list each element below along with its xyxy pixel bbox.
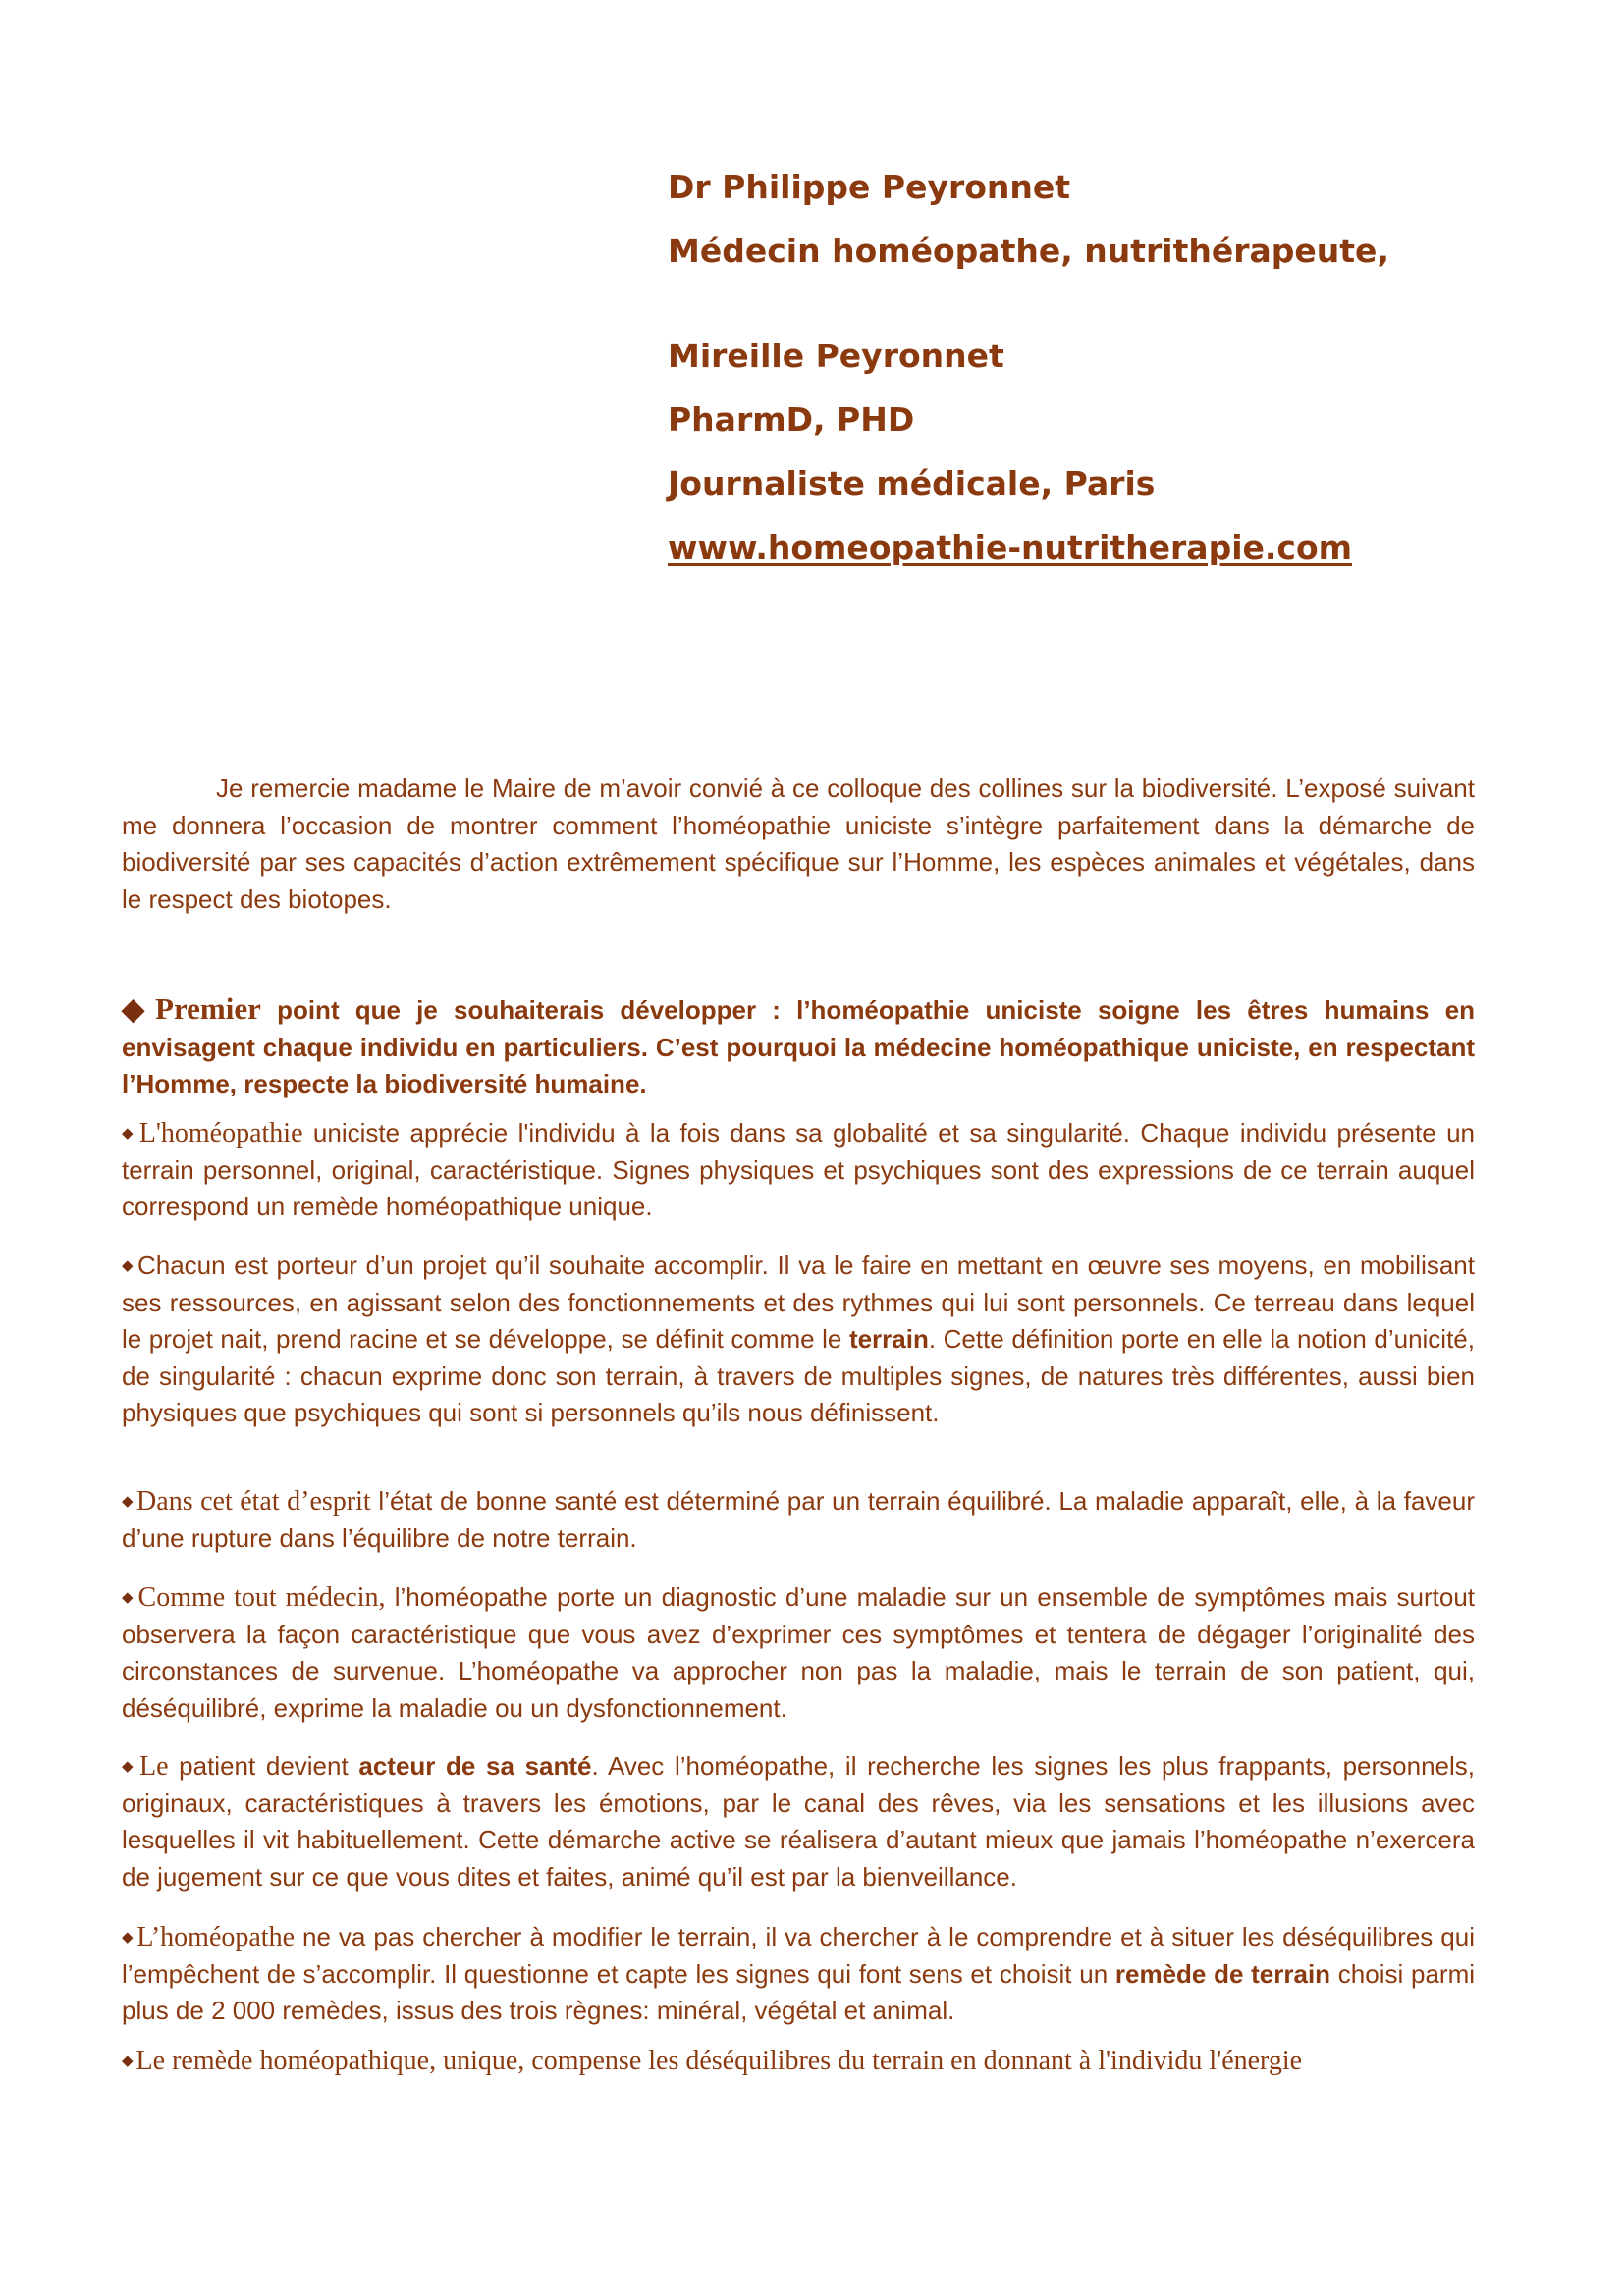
diamond-bullet-icon: ◆ (122, 1929, 135, 1946)
author-role-1: Médecin homéopathe, nutrithérapeute, (668, 232, 1389, 270)
author-name-1: Dr Philippe Peyronnet (668, 168, 1071, 206)
paragraph-1 (122, 1115, 1475, 1226)
section-heading-text: point que je souhaiterais développer : l’homéopathie uniciste soigne les êtres humains en envisagent chaque individu en particuliers. C’est pourquoi la médecine homéopathique uniciste, en respectant l’Homme, respecte la biodiversité humaine. (122, 995, 1475, 1098)
paragraph-lead: L'homéopathie (138, 1118, 303, 1148)
paragraph-text: . Avec l’homéopathe, il recherche les signes les plus frappants, personnels, originaux, caractéristiques à travers les émotions, par le canal des rêves, via les sensations et les illusions avec lesquelles il vit habituellement. Cette démarche active se réalisera d’autant mieux que jamais l’homéopathe n’exercera de jugement sur ce que vous dites et faites, animé qu’il est par la bienveillance. (122, 1751, 1476, 1892)
paragraph-4 (122, 1579, 1475, 1727)
website-link[interactable]: www.homeopathie-nutritherapie.com (668, 528, 1353, 566)
diamond-bullet-icon: ◆ (122, 993, 154, 1026)
paragraph-bold: remède de terrain (1114, 1958, 1331, 1989)
section-heading (122, 990, 1475, 1103)
paragraph-lead: Dans cet état d’esprit (136, 1486, 371, 1517)
paragraph-lead: Chacun (136, 1251, 226, 1280)
diamond-bullet-icon: ◆ (122, 1589, 135, 1606)
paragraph-text: l’état de bonne santé est déterminé par un terrain équilibré. La maladie apparaît, elle, à la faveur d’une rupture dans l’équilibre de notre terrain. (122, 1486, 1476, 1553)
diamond-bullet-icon: ◆ (122, 1493, 135, 1510)
paragraph-text: . Cette définition porte en elle la notion d’unicité, de singularité : chacun exprime donc son terrain, à travers de multiples signes, de natures très différentes, aussi bien physiques que psychiques qui sont si personnels qu’ils nous définissent. (122, 1324, 1475, 1427)
paragraph-bold: terrain (848, 1324, 929, 1354)
paragraph-lead: L’homéopathe (136, 1922, 296, 1952)
paragraph-text: ne va pas chercher à modifier le terrain, il va chercher à le comprendre et à situer les déséquilibres qui l’empêchent de s’accomplir. Il questionne et capte les signes qui font sens et choisit un (122, 1922, 1475, 1989)
paragraph-text: uniciste apprécie l'individu à la fois dans sa globalité et sa singularité. Chaque individu présente un terrain personnel, original, caractéristique. Signes physiques et psychiques sont des expressions de ce terrain auquel correspond un remède homéopathique unique. (122, 1118, 1475, 1221)
paragraph-text: patient devient (168, 1751, 359, 1781)
intro-paragraph: Je remercie madame le Maire de m’avoir convié à ce colloque des collines sur la biodiversité. L’exposé suivant me donnera l’occasion de montrer comment l’homéopathie uniciste s’intègre parfaitement dans la démarche de biodiversité par ses capacités d’action extrêmement spécifique sur l’Homme, les espèces animales et végétales, dans le respect des biotopes. (122, 774, 1475, 914)
paragraph-lead: Le remède homéopathique, unique, compense les déséquilibres du terrain en donnant à l'individu l'énergie (135, 2046, 1303, 2076)
paragraph-7 (122, 2043, 1475, 2080)
paragraph-bold: acteur de sa santé (358, 1751, 592, 1781)
paragraph-lead: Le (138, 1751, 169, 1782)
paragraph-6 (122, 1919, 1475, 2030)
paragraph-text: choisi parmi plus de 2 000 remèdes, issus des trois règnes: minéral, végétal et animal. (122, 1958, 1475, 2025)
paragraph-text: est porteur d’un projet qu’il souhaite accomplir. Il va le faire en mettant en œuvre ses moyens, en mobilisant ses ressources, en agissant selon des fonctionnements et des rythmes qui lui sont personnels. Ce terreau dans lequel le projet nait, prend racine et se développe, se définit comme le (122, 1251, 1475, 1354)
author-name-2: Mireille Peyronnet (668, 337, 1004, 375)
paragraph-lead: Comme tout médecin, (137, 1582, 386, 1613)
paragraph-2 (122, 1248, 1475, 1432)
paragraph-5 (122, 1748, 1475, 1896)
section-heading-lead: Premier (155, 991, 261, 1026)
diamond-bullet-icon: ◆ (122, 2053, 134, 2069)
diamond-bullet-icon: ◆ (122, 1758, 136, 1775)
diamond-bullet-icon: ◆ (122, 1257, 135, 1274)
author-header (668, 165, 1551, 569)
author-role-2: Journaliste médicale, Paris (668, 464, 1156, 503)
paragraph-text: l’homéopathe porte un diagnostic d’une maladie sur un ensemble de symptômes mais surtout observera la façon caractéristique que vous avez d’exprimer ces symptômes et tentera de dégager l’originalité des circonstances de survenue. L’homéopathe va approcher non pas la maladie, mais le terrain de son patient, qui, déséquilibré, exprime la maladie ou un dysfonctionnement. (122, 1582, 1475, 1723)
author-degree-2: PharmD, PHD (668, 400, 915, 439)
diamond-bullet-icon: ◆ (122, 1125, 136, 1142)
paragraph-3 (122, 1483, 1475, 1557)
